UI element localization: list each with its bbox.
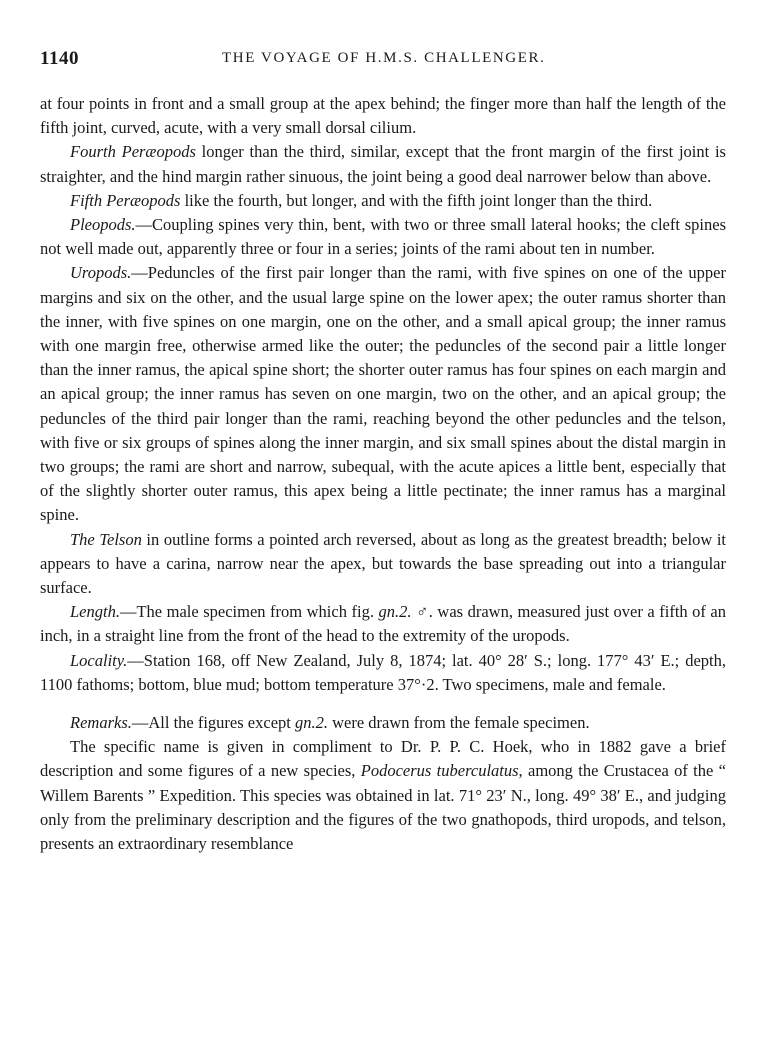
paragraph-lead: Length. <box>70 602 120 622</box>
paragraph-lead: Pleopods. <box>70 215 136 235</box>
paragraph-text: were drawn from the female specimen. <box>327 713 590 733</box>
paragraph-text: The specific name is given in compliment to Dr. P. P. C. Hoek, who in 1882 gave a brief description and some figures of a new species, <box>40 737 726 781</box>
paragraph-text: —Station 168, off New Zealand, July 8, 1874; lat. 40° 28′ S.; long. 177° 43′ E.; depth, 1100 fathoms; bottom, blue mud; bottom temperature 37°·2. Two specimens, male and female. <box>40 650 726 694</box>
paragraph-continuation <box>40 92 726 140</box>
paragraph-fourth-peraeopods <box>40 140 726 188</box>
body-text <box>40 92 726 856</box>
page-number: 1140 <box>40 48 79 69</box>
paragraph-lead: Fourth Peræopods <box>70 142 196 162</box>
paragraph-lead: The Telson <box>70 529 142 549</box>
paragraph-text: —Coupling spines very thin, bent, with two or three small lateral hooks; the cleft spines not well made out, apparently three or four in a series; joints of the rami about ten in number. <box>40 215 726 259</box>
figure-reference: gn.2. <box>294 713 328 733</box>
paragraph-lead: Remarks. <box>70 713 132 733</box>
running-title: THE VOYAGE OF H.M.S. CHALLENGER. <box>222 50 546 66</box>
paragraph-length <box>40 600 726 648</box>
paragraph-fifth-peraeopods <box>40 189 726 213</box>
paragraph-text: longer than the third, similar, except that the front margin of the first joint is straighter, and the hind margin rather sinuous, the joint being a good deal narrower below than above. <box>40 142 726 186</box>
paragraph-text: —The male specimen from which fig. <box>119 602 379 622</box>
paragraph-text: in outline forms a pointed arch reversed, about as long as the greatest breadth; below it appears to have a carina, narrow near the apex, but towards the base spreading out into a triangular surface. <box>40 529 726 598</box>
page-header <box>40 48 736 72</box>
paragraph-lead: Uropods. <box>70 263 132 283</box>
paragraph-remarks <box>40 711 726 735</box>
paragraph-pleopods <box>40 213 726 261</box>
paragraph-locality <box>40 649 726 697</box>
paragraph-lead: Locality. <box>70 650 128 670</box>
paragraph-uropods <box>40 261 726 527</box>
paragraph-text: . was drawn, measured just over a fifth of an inch, in a straight line from the front of the head to the extremity of the uropods. <box>40 602 727 646</box>
paragraph-telson <box>40 528 726 601</box>
paragraph-lead: Fifth Peræopods <box>70 190 181 210</box>
species-name: Podocerus tuberculatus <box>360 761 519 781</box>
paragraph-text: like the fourth, but longer, and with the fifth joint longer than the third. <box>180 190 653 210</box>
paragraph-text: —Peduncles of the first pair longer than the rami, with five spines on one of the upper margins and six on the other, and the usual large spine on the lower apex; the outer ramus shorter than the inner, with five spines on one margin, one on the other, and a small apical group; the inner ramus with one margin free, otherwise armed like the outer; the peduncles of the second pair a little longer than the inner ramus, the apical spine short; the shorter outer ramus has four spines on each margin and an apical group; the inner ramus has seven on one margin, two on the other, and an apical group; the peduncles of the third pair longer than the rami, reaching beyond the other peduncles and the telson, with five or six groups of spines along the inner margin, and six small spines about the distal margin in two groups; the rami are short and narrow, subequal, with the acute apices a little bent, especially that of the slightly shorter outer ramus, this apex being a little pectinate; the inner ramus has a marginal spine. <box>40 263 726 525</box>
paragraph-text: , among the Crustacea of the “ Willem Barents ” Expedition. This species was obtained in lat. 71° 23′ N., long. 49° 38′ E., and judging only from the preliminary description and the figures of the two gnathopods, third uropods, and telson, presents an extraordinary resemblance <box>40 761 726 854</box>
paragraph-text: at four points in front and a small group at the apex behind; the finger more than half the length of the fifth joint, curved, acute, with a very small dorsal cilium. <box>40 94 726 138</box>
paragraph-specific-name <box>40 735 726 856</box>
paragraph-text: —All the figures except <box>131 713 295 733</box>
figure-reference: gn.2. ♂ <box>378 602 429 622</box>
